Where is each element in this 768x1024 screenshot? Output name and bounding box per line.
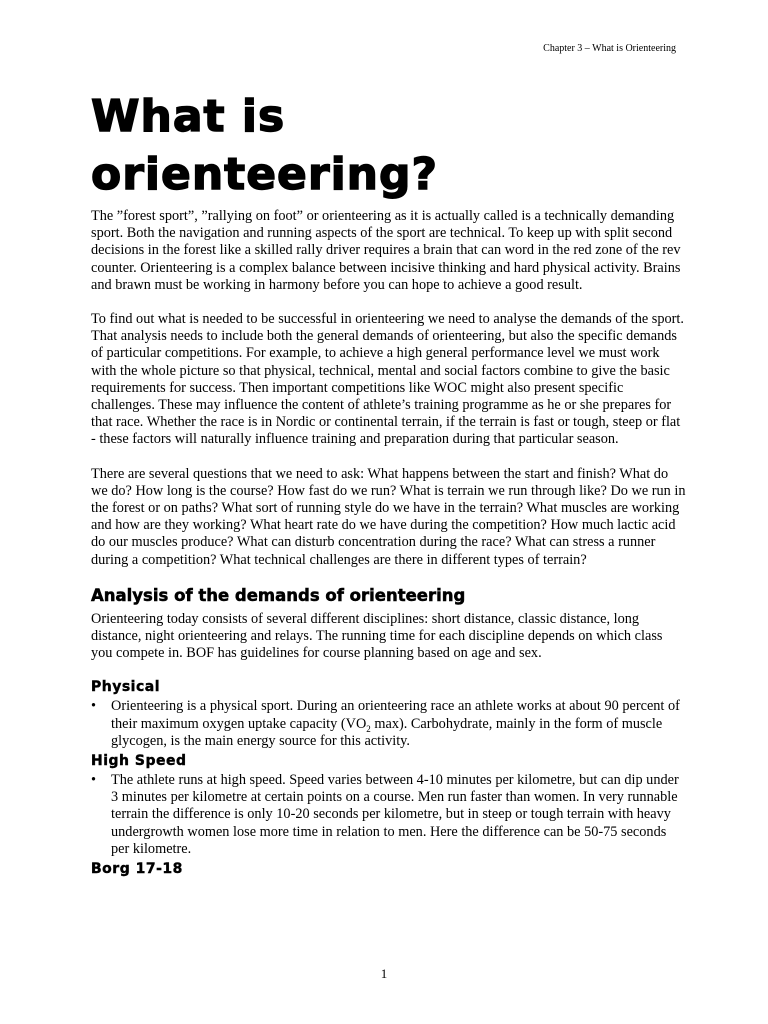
demands-paragraph: To find out what is needed to be successful in orienteering we need to analyse the demands of the sport. That analysis needs to include both the general demands of orienteering, but also the specific demands of particular competitions. For example, to achieve a high general performance level we must work with the whole picture so that physical, technical, mental and social factors combine to give the basic requirements for success. Then important competitions like WOC might also present specific challenges. These may influence the content of athlete’s training programme as he or she prepares for that race. Whether the race is in Nordic or continental terrain, if the terrain is fast or tough, steep or flat - these factors will naturally influence training and preparation during that particular season. (91, 311, 684, 448)
vo2-subscript: 2 (366, 723, 371, 734)
page-content (91, 88, 687, 878)
high-speed-text: The athlete runs at high speed. Speed varies between 4-10 minutes per kilometre, but can dip under 3 minutes per kilometre at certain points on a course. Men run faster than women. In very runnable terrain the difference is only 10-20 seconds per kilometre, but in steep or tough terrain with heavy undergrowth women lose more time in relation to men. Here the difference can be 50-75 seconds per kilometre. (111, 772, 679, 857)
bullet-icon: • (91, 772, 97, 789)
physical-text-start: Orienteering is a physical sport. During an orienteering race an athlete works at about 90 percent of their maximum oxygen uptake capacity (VO (111, 698, 680, 732)
running-header: Chapter 3 – What is Orienteering (543, 43, 676, 54)
page-number: 1 (380, 966, 388, 981)
physical-list (91, 698, 687, 750)
page-title-line-2: orienteering? (91, 149, 439, 200)
physical-heading: Physical (91, 679, 161, 696)
intro-paragraph: The ”forest sport”, ”rallying on foot” or orienteering as it is actually called is a technically demanding sport. Both the navigation and running aspects of the sport are technical. To keep up with split second decisions in the forest like a skilled rally driver requires a brain that can word in the red zone of the rev counter. Orienteering is a complex balance between incisive thinking and hard physical activity. Brains and brawn must be working in harmony before you can hope to achieve a good result. (91, 208, 681, 293)
high-speed-heading: High Speed (91, 753, 187, 770)
physical-text-end: max). Carbohydrate, mainly in the form of muscle glycogen, is the main energy source for this activity. (111, 715, 663, 749)
borg-heading: Borg 17-18 (91, 861, 183, 878)
page-title (91, 88, 687, 204)
high-speed-bullet-item (91, 772, 687, 858)
high-speed-list (91, 772, 687, 858)
bullet-icon: • (91, 698, 97, 715)
analysis-paragraph: Orienteering today consists of several different disciplines: short distance, classic distance, long distance, night orienteering and relays. The running time for each discipline depends on which class you compete in. BOF has guidelines for course planning based on age and sex. (91, 610, 663, 662)
questions-paragraph: There are several questions that we need to ask: What happens between the start and finish? What do we do? How long is the course? How fast do we run? What is terrain we run through like? Do we run in the forest or on paths? What sort of running style do we have in the terrain? What muscles are working and how are they working? What heart rate do we have during the competition? How much lactic acid do our muscles produce? What can disturb concentration during the race? What can stress a runner during a competition? What technical challenges are there in different types of terrain? (91, 465, 686, 568)
page-title-line-1: What is (91, 91, 286, 142)
physical-bullet-item (91, 698, 687, 750)
analysis-heading: Analysis of the demands of orienteering (91, 585, 466, 605)
